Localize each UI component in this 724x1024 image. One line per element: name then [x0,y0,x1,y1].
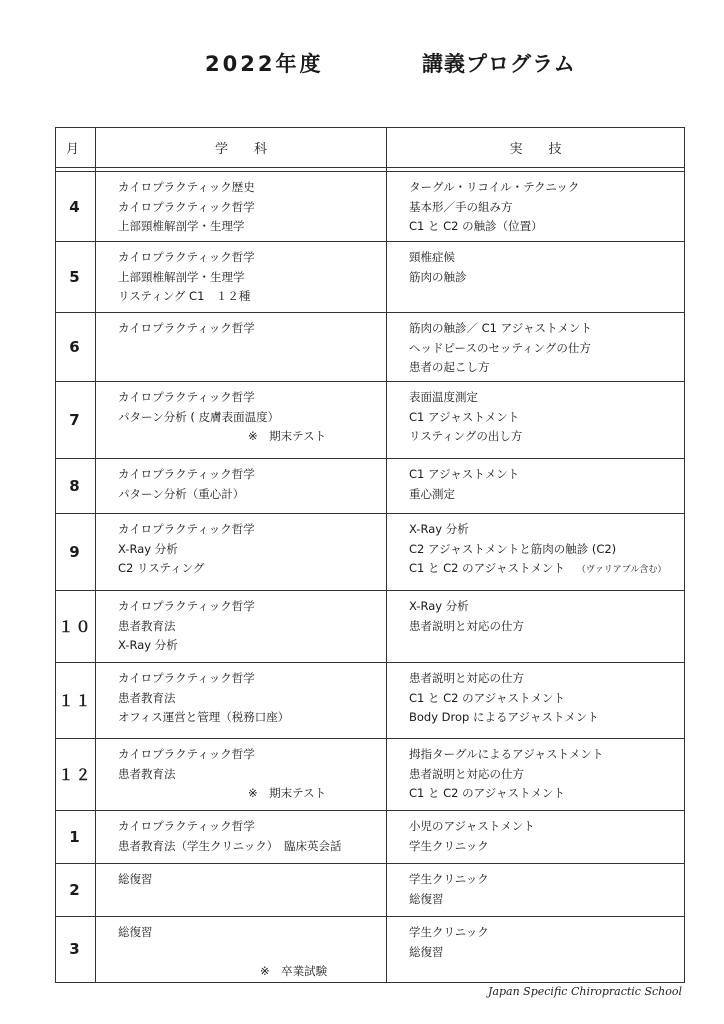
practice-item: 患者説明と対応の仕方 [409,766,524,781]
month-cell: 2 [56,864,96,917]
exam-note: ※ 期末テスト [248,429,327,443]
table-row [56,172,685,242]
theory-cell [96,864,387,917]
month-cell: １１ [56,663,96,739]
practice-item: 総復習 [409,891,444,906]
table-row [56,514,685,591]
theory-item: カイロプラクティック哲学 [118,390,255,404]
table-row [56,739,685,811]
practice-item: 表面温度測定 [409,390,478,404]
school-name-footer: Japan Specific Chiropractic School [488,985,682,998]
theory-cell [96,313,387,382]
practice-item: 拇指ターグルによるアジャストメント [409,747,604,761]
theory-item: カイロプラクティック哲学 [118,599,255,613]
theory-cell [96,242,387,313]
practice-item: 学生クリニック [409,925,489,939]
title-year: 2022年度 [205,52,324,76]
lecture-schedule-table [55,127,685,983]
exam-note: ※ 期末テスト [248,786,327,800]
table-row [56,313,685,382]
table-row [56,382,685,459]
exam-note: ※ 卒業試験 [260,964,328,978]
theory-item: カイロプラクティック歴史 [118,180,255,194]
practice-item: 筋肉の触診 [409,269,467,284]
practice-item: C1 と C2 の触診（位置） [409,219,543,233]
month-cell: 3 [56,917,96,983]
month-cell: １２ [56,739,96,811]
practice-item: 患者の起こし方 [409,360,490,374]
table-row [56,591,685,663]
practice-item: C1 アジャストメント [409,467,520,481]
header-theory: 学 科 [96,128,387,168]
practice-item: 筋肉の触診／ C1 アジャストメント [409,321,592,335]
practice-cell [387,917,685,983]
theory-item: カイロプラクティック哲学 [118,199,255,214]
theory-cell [96,591,387,663]
practice-item-text: C1 と C2 のアジャストメント [409,561,565,575]
theory-cell [96,739,387,811]
theory-item: カイロプラクティック哲学 [118,321,255,335]
practice-cell [387,514,685,591]
theory-item: カイロプラクティック哲学 [118,819,255,833]
practice-item: C1 と C2 のアジャストメント [409,690,565,705]
practice-note: （ヴァリアブル含む） [576,565,667,575]
month-cell: 4 [56,172,96,242]
table-row [56,864,685,917]
practice-item: C2 アジャストメントと筋肉の触診 (C2) [409,541,617,556]
practice-cell [387,242,685,313]
theory-cell [96,459,387,514]
theory-item: カイロプラクティック哲学 [118,671,255,685]
header-practice: 実 技 [387,128,685,168]
month-cell: 7 [56,382,96,459]
practice-item: C1 と C2 のアジャストメント [409,786,565,800]
theory-item: 患者教育法 [118,690,176,705]
theory-item: 上部頸椎解剖学・生理学 [118,269,245,284]
theory-item: カイロプラクティック哲学 [118,250,255,264]
month-cell: １０ [56,591,96,663]
theory-cell [96,172,387,242]
practice-item: ターグル・リコイル・テクニック [409,180,580,194]
theory-item: 上部頸椎解剖学・生理学 [118,219,245,233]
theory-item: C2 リスティング [118,561,205,575]
theory-item: 総復習 [118,925,153,939]
table-row [56,242,685,313]
practice-cell [387,591,685,663]
practice-item: 学生クリニック [409,872,489,886]
theory-item: カイロプラクティック哲学 [118,467,255,481]
practice-item: 頸椎症候 [409,250,455,264]
month-cell: 5 [56,242,96,313]
practice-item: 基本形／手の組み方 [409,199,513,214]
theory-cell [96,514,387,591]
table-row [56,663,685,739]
theory-cell [96,663,387,739]
practice-item: C1 アジャストメント [409,409,520,424]
table-row [56,811,685,864]
theory-cell [96,382,387,459]
empty-line [118,943,386,963]
table-row [56,459,685,514]
practice-item: X-Ray 分析 [409,599,469,613]
page-title [0,48,724,84]
practice-cell [387,382,685,459]
practice-item: 総復習 [409,944,444,959]
theory-item: 患者教育法 [118,766,176,781]
practice-item: Body Drop によるアジャストメント [409,710,599,724]
table-row [56,917,685,983]
practice-item: 学生クリニック [409,838,489,853]
theory-item: X-Ray 分析 [118,541,178,556]
header-month: 月 [56,128,96,168]
theory-cell [96,917,387,983]
theory-cell [96,811,387,864]
practice-item: 重心測定 [409,486,455,501]
practice-item: リスティングの出し方 [409,429,523,443]
table-header-row [56,128,685,168]
practice-item: X-Ray 分析 [409,522,469,536]
practice-cell [387,172,685,242]
theory-item: 患者教育法 [118,618,176,633]
practice-cell [387,663,685,739]
theory-item: オフィス運営と管理（税務口座） [118,710,290,724]
month-cell: 6 [56,313,96,382]
theory-item: 患者教育法（学生クリニック） 臨床英会話 [118,838,342,853]
theory-item: パターン分析（重心計） [118,486,245,501]
practice-item [409,559,684,579]
practice-item: 患者説明と対応の仕方 [409,671,524,685]
practice-cell [387,459,685,514]
practice-item: 患者説明と対応の仕方 [409,618,524,633]
practice-cell [387,313,685,382]
practice-cell [387,864,685,917]
theory-item: パターン分析 ( 皮膚表面温度） [118,409,280,424]
theory-item: X-Ray 分析 [118,638,178,652]
month-cell: 9 [56,514,96,591]
practice-item: ヘッドピースのセッティングの仕方 [409,340,591,355]
theory-item: カイロプラクティック哲学 [118,522,255,536]
practice-item: 小児のアジャストメント [409,819,535,833]
theory-item: カイロプラクティック哲学 [118,747,255,761]
month-cell: 8 [56,459,96,514]
month-cell: 1 [56,811,96,864]
practice-cell [387,739,685,811]
schedule-body [56,168,685,983]
theory-item: リスティング C1 １２種 [118,289,251,303]
theory-item: 総復習 [118,872,153,886]
practice-cell [387,811,685,864]
title-main: 講義プログラム [422,52,576,76]
